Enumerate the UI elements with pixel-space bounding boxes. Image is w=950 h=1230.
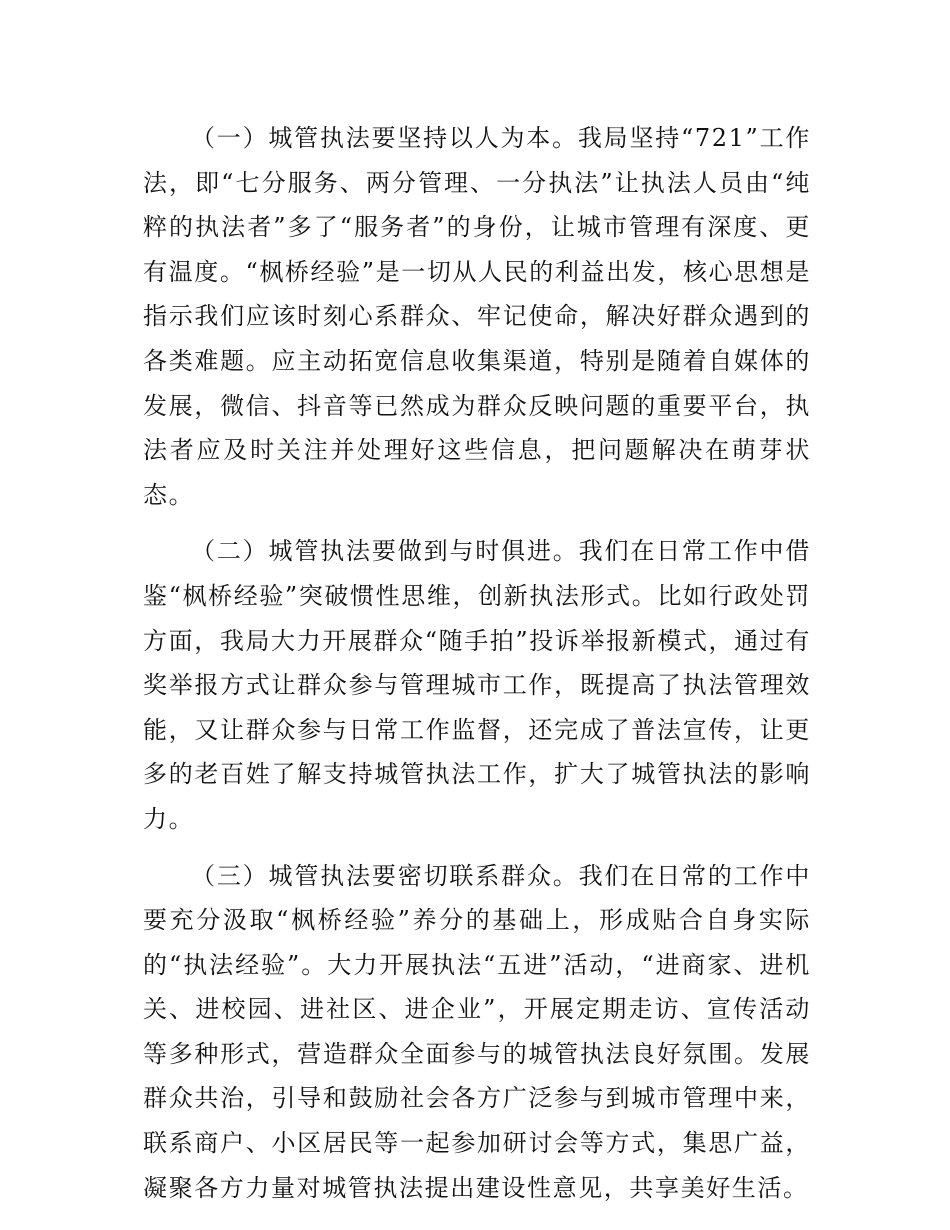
paragraph-contact-masses: （三）城管执法要密切联系群众。我们在日常的工作中要充分汲取“枫桥经验”养分的基础上，形成贴合自身实际的“执法经验”。大力开展执法“五进”活动，“进商家、进机关、进校园、进社区、进企业”，开展定期走访、宣传活动等多种形式，营造群众全面参与的城管执法良好氛围。发展群众共治，引导和鼓励社会各方广泛参与到城市管理中来，联系商户、小区居民等一起参加研讨会等方式，集思广益，凝聚各方力量对城管执法提出建设性意见，共享美好生活。 <box>143 861 811 1202</box>
paragraph-people-oriented: （一）城管执法要坚持以人为本。我局坚持“721”工作法，即“七分服务、两分管理、一分执法”让执法人员由“纯粹的执法者”多了“服务者”的身份，让城市管理有深度、更有温度。“枫桥经验”是一切从人民的利益出发，核心思想是指示我们应该时刻心系群众、牢记使命，解决好群众遇到的各类难题。应主动拓宽信息收集渠道，特别是随着自媒体的发展，微信、抖音等已然成为群众反映问题的重要平台，执法者应及时关注并处理好这些信息，把问题解决在萌芽状态。 <box>143 124 811 509</box>
document-body <box>143 116 811 1222</box>
paragraph-keep-pace-with-times: （二）城管执法要做到与时俱进。我们在日常工作中借鉴“枫桥经验”突破惯性思维，创新执法形式。比如行政处罚方面，我局大力开展群众“随手拍”投诉举报新模式，通过有奖举报方式让群众参与管理城市工作，既提高了执法管理效能，又让群众参与日常工作监督，还完成了普法宣传，让更多的老百姓了解支持城管执法工作，扩大了城管执法的影响力。 <box>143 537 811 833</box>
